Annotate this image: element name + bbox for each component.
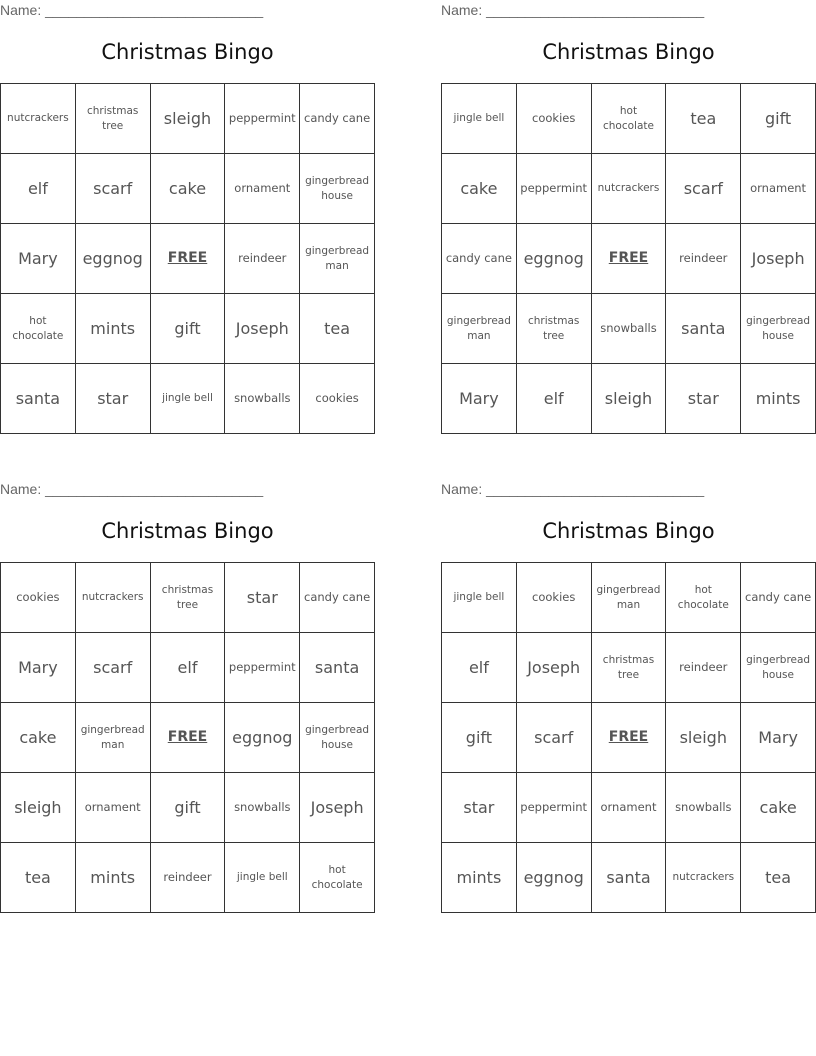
bingo-cell: cake [741, 773, 816, 843]
bingo-row [1, 154, 375, 224]
bingo-cell: santa [300, 633, 375, 703]
bingo-cell: candy cane [300, 563, 375, 633]
bingo-row [1, 294, 375, 364]
bingo-cell: gingerbread house [741, 294, 816, 364]
free-space: FREE [150, 224, 225, 294]
card-title: Christmas Bingo [101, 519, 274, 543]
bingo-cell: peppermint [516, 773, 591, 843]
bingo-row [442, 633, 816, 703]
bingo-cell: ornament [75, 773, 150, 843]
name-field: Name: ____________________________ [0, 2, 264, 18]
bingo-cell: cookies [1, 563, 76, 633]
bingo-row [442, 84, 816, 154]
bingo-cell: sleigh [150, 84, 225, 154]
bingo-cell: reindeer [666, 224, 741, 294]
bingo-cell: christmas tree [150, 563, 225, 633]
bingo-cell: elf [150, 633, 225, 703]
bingo-cell: snowballs [666, 773, 741, 843]
bingo-cell: christmas tree [591, 633, 666, 703]
bingo-cell: tea [666, 84, 741, 154]
bingo-cell: snowballs [225, 773, 300, 843]
bingo-cell: cookies [300, 364, 375, 434]
bingo-cell: cake [442, 154, 517, 224]
bingo-row [442, 703, 816, 773]
bingo-cell: scarf [75, 633, 150, 703]
bingo-cell: cake [1, 703, 76, 773]
bingo-cell: Mary [1, 633, 76, 703]
name-field: Name: ____________________________ [441, 481, 705, 497]
bingo-cell: tea [1, 843, 76, 913]
bingo-cell: cookies [516, 84, 591, 154]
bingo-cell: snowballs [591, 294, 666, 364]
bingo-row [1, 633, 375, 703]
bingo-cell: gift [741, 84, 816, 154]
bingo-cell: santa [591, 843, 666, 913]
bingo-cell: jingle bell [225, 843, 300, 913]
bingo-row [1, 773, 375, 843]
bingo-cell: nutcrackers [75, 563, 150, 633]
bingo-cell: hot chocolate [666, 563, 741, 633]
bingo-cell: tea [300, 294, 375, 364]
bingo-cell: gingerbread house [741, 633, 816, 703]
bingo-cell: santa [1, 364, 76, 434]
bingo-cell: eggnog [516, 224, 591, 294]
bingo-cell: sleigh [1, 773, 76, 843]
bingo-cell: jingle bell [442, 84, 517, 154]
bingo-cell: jingle bell [150, 364, 225, 434]
bingo-cell: ornament [741, 154, 816, 224]
bingo-cell: gift [150, 773, 225, 843]
bingo-cell: eggnog [516, 843, 591, 913]
bingo-cell: peppermint [225, 633, 300, 703]
bingo-cell: sleigh [591, 364, 666, 434]
bingo-cell: scarf [666, 154, 741, 224]
bingo-cell: Joseph [300, 773, 375, 843]
bingo-cell: candy cane [300, 84, 375, 154]
bingo-cell: gift [150, 294, 225, 364]
bingo-row [1, 364, 375, 434]
bingo-grid [441, 83, 816, 434]
bingo-cell: peppermint [225, 84, 300, 154]
bingo-grid [0, 562, 375, 913]
bingo-cell: gingerbread man [300, 224, 375, 294]
bingo-cell: christmas tree [75, 84, 150, 154]
bingo-cell: star [666, 364, 741, 434]
bingo-row [442, 224, 816, 294]
bingo-cell: mints [75, 294, 150, 364]
bingo-cell: Mary [1, 224, 76, 294]
bingo-cell: ornament [225, 154, 300, 224]
bingo-cell: Mary [442, 364, 517, 434]
name-field: Name: ____________________________ [441, 2, 705, 18]
bingo-cell: eggnog [225, 703, 300, 773]
bingo-cell: cake [150, 154, 225, 224]
bingo-cell: sleigh [666, 703, 741, 773]
bingo-cell: scarf [516, 703, 591, 773]
bingo-row [1, 563, 375, 633]
bingo-cell: hot chocolate [300, 843, 375, 913]
bingo-row [442, 563, 816, 633]
bingo-cell: santa [666, 294, 741, 364]
bingo-cell: elf [1, 154, 76, 224]
bingo-row [442, 294, 816, 364]
bingo-row [442, 843, 816, 913]
bingo-row [1, 843, 375, 913]
bingo-cell: gift [442, 703, 517, 773]
bingo-cell: tea [741, 843, 816, 913]
bingo-cell: Mary [741, 703, 816, 773]
bingo-cell: reindeer [150, 843, 225, 913]
bingo-cell: elf [516, 364, 591, 434]
bingo-cell: gingerbread man [442, 294, 517, 364]
bingo-cell: reindeer [225, 224, 300, 294]
bingo-cell: eggnog [75, 224, 150, 294]
bingo-row [442, 364, 816, 434]
bingo-cell: hot chocolate [591, 84, 666, 154]
name-field: Name: ____________________________ [0, 481, 264, 497]
bingo-cell: star [442, 773, 517, 843]
free-space: FREE [591, 224, 666, 294]
bingo-cell: candy cane [741, 563, 816, 633]
bingo-cell: jingle bell [442, 563, 517, 633]
bingo-cell: snowballs [225, 364, 300, 434]
card-title: Christmas Bingo [542, 40, 715, 64]
bingo-cell: scarf [75, 154, 150, 224]
bingo-cell: candy cane [442, 224, 517, 294]
bingo-cell: gingerbread man [75, 703, 150, 773]
bingo-cell: Joseph [741, 224, 816, 294]
bingo-cell: gingerbread man [591, 563, 666, 633]
bingo-cell: Joseph [516, 633, 591, 703]
bingo-cell: nutcrackers [1, 84, 76, 154]
bingo-cell: ornament [591, 773, 666, 843]
bingo-cell: star [75, 364, 150, 434]
bingo-cell: mints [741, 364, 816, 434]
free-space: FREE [150, 703, 225, 773]
free-space: FREE [591, 703, 666, 773]
bingo-cell: elf [442, 633, 517, 703]
bingo-cell: mints [442, 843, 517, 913]
bingo-row [442, 154, 816, 224]
bingo-row [1, 703, 375, 773]
bingo-grid [0, 83, 375, 434]
card-title: Christmas Bingo [101, 40, 274, 64]
bingo-row [442, 773, 816, 843]
bingo-cell: peppermint [516, 154, 591, 224]
bingo-cell: cookies [516, 563, 591, 633]
bingo-cell: nutcrackers [591, 154, 666, 224]
bingo-cell: gingerbread house [300, 703, 375, 773]
card-title: Christmas Bingo [542, 519, 715, 543]
bingo-cell: reindeer [666, 633, 741, 703]
bingo-cell: hot chocolate [1, 294, 76, 364]
bingo-cell: christmas tree [516, 294, 591, 364]
bingo-cell: nutcrackers [666, 843, 741, 913]
bingo-cell: Joseph [225, 294, 300, 364]
bingo-row [1, 84, 375, 154]
bingo-cell: mints [75, 843, 150, 913]
bingo-cell: star [225, 563, 300, 633]
bingo-grid [441, 562, 816, 913]
bingo-cell: gingerbread house [300, 154, 375, 224]
bingo-row [1, 224, 375, 294]
